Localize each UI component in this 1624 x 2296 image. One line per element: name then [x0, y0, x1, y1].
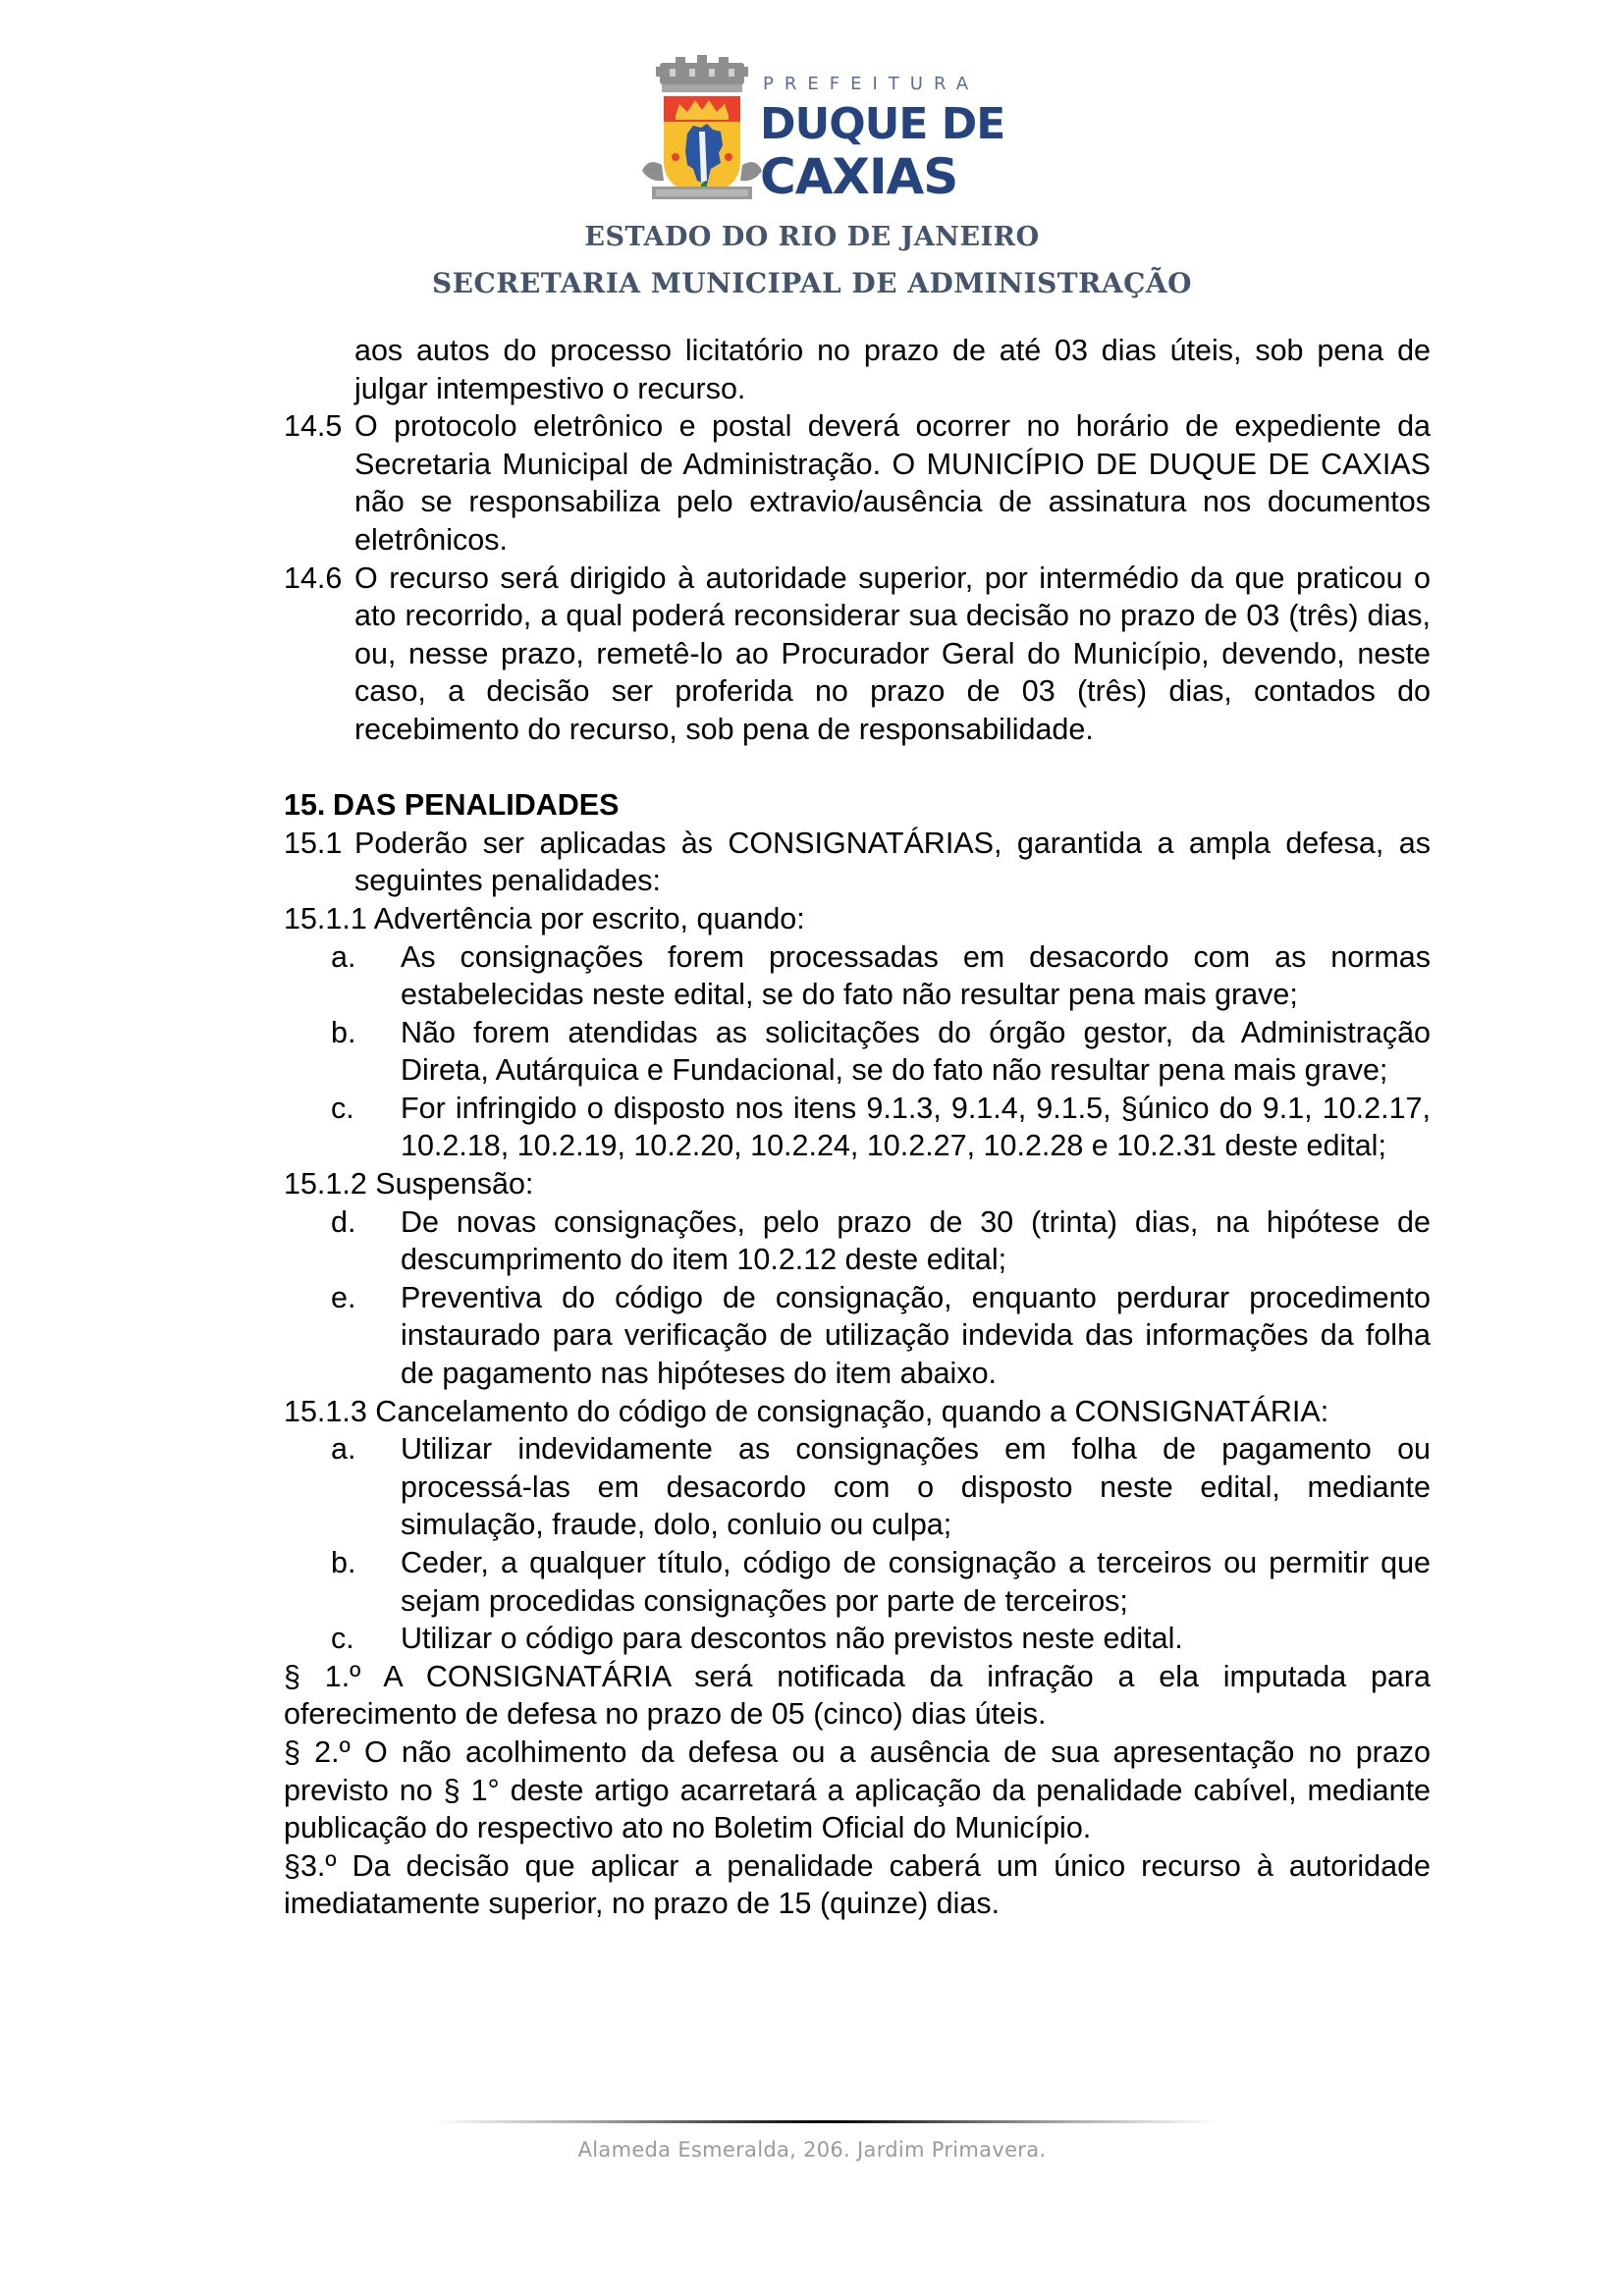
paragraph-mark: § 1.º	[284, 1659, 361, 1693]
list-label: e.	[331, 1280, 356, 1314]
list-item	[284, 938, 1431, 1014]
item-number: 14.5	[284, 409, 343, 444]
list-item	[284, 1430, 1431, 1544]
item-14-5	[284, 407, 1431, 559]
list-text: Não forem atendidas as solicitações do órgão gestor, da Administração Direta, Autárquica e Fundacional, se do fato não resultar pena mais grave;	[401, 1015, 1431, 1088]
list-text: Preventiva do código de consignação, enquanto perdurar procedimento instaurado para verificação de utilização indevida das informações da folha de pagamento nas hipóteses do item abaixo.	[401, 1280, 1431, 1391]
item-15-1-1	[284, 900, 1431, 938]
logo-duque-de: DUQUE DE	[760, 99, 1005, 149]
section-title: DAS PENALIDADES	[333, 788, 620, 823]
section-number: 15.	[284, 788, 326, 823]
footer-address: Alameda Esmeralda, 206. Jardim Primavera.	[577, 2138, 1047, 2162]
paragraph-text: A CONSIGNATÁRIA será notificada da infração a ela imputada para oferecimento de defesa no prazo de 05 (cinco) dias úteis.	[284, 1659, 1432, 1732]
list-label: d.	[331, 1204, 356, 1239]
item-text: O recurso será dirigido à autoridade superior, por intermédio da que praticou o ato recorrido, a qual poderá reconsiderar sua decisão no prazo de 03 (três) dias, ou, nesse prazo, remetê-lo ao Procurador Geral do Município, devendo, neste caso, a decisão ser proferida no prazo de 03 (três) dias, contados do recebimento do recurso, sob pena de responsabilidade.	[354, 561, 1431, 746]
item-14-6	[284, 560, 1431, 749]
paragraph-2	[284, 1734, 1431, 1847]
list-item	[284, 1203, 1431, 1279]
list-item	[284, 1014, 1431, 1090]
list-text: Utilizar indevidamente as consignações em folha de pagamento ou processá-las em desacordo com o disposto neste edital, mediante simulação, fraude, dolo, conluio ou culpa;	[401, 1432, 1431, 1542]
spacer	[284, 749, 1431, 787]
list-text: Ceder, a qualquer título, código de consignação a terceiros ou permitir que sejam procedidas consignações por parte de terceiros;	[401, 1546, 1431, 1618]
list-item	[284, 1620, 1431, 1658]
header-state: ESTADO DO RIO DE JANEIRO	[584, 222, 1040, 252]
item-text: O protocolo eletrônico e postal deverá ocorrer no horário de expediente da Secretaria Municipal de Administração. O MUNICÍPIO DE DUQUE DE CAXIAS não se responsabiliza pelo extravio/ausência de assinatura nos documentos eletrônicos.	[354, 409, 1431, 557]
list-item	[284, 1544, 1431, 1620]
item-text: Cancelamento do código de consignação, quando a CONSIGNATÁRIA:	[375, 1394, 1329, 1428]
list-label: a.	[331, 1432, 356, 1467]
footer-divider	[432, 2120, 1218, 2123]
paragraph-3	[284, 1847, 1431, 1923]
item-15-1	[284, 825, 1431, 900]
list-item	[284, 1279, 1431, 1393]
item-text: Poderão ser aplicadas às CONSIGNATÁRIAS, garantida a ampla defesa, as seguintes penalidades:	[354, 826, 1431, 898]
item-text: Advertência por escrito, quando:	[373, 901, 805, 935]
list-item	[284, 1090, 1431, 1165]
logo-prefeitura: PREFEITURA	[763, 74, 980, 94]
paragraph-mark: §3.º	[284, 1848, 337, 1883]
item-number: 15.1.1	[284, 901, 367, 935]
paragraph-mark: § 2.º	[284, 1735, 351, 1769]
prefeitura-logo	[638, 51, 1011, 208]
list-label: a.	[331, 939, 356, 974]
list-label: b.	[331, 1015, 356, 1049]
header-secretariat: SECRETARIA MUNICIPAL DE ADMINISTRAÇÃO	[431, 267, 1193, 299]
list-text: For infringido o disposto nos itens 9.1.3, 9.1.4, 9.1.5, §único do 9.1, 10.2.17, 10.2.18, 10.2.19, 10.2.20, 10.2.24, 10.2.27, 10.2.28 e 10.2.31 deste edital;	[401, 1091, 1431, 1163]
list-label: c.	[331, 1091, 354, 1125]
list-text: De novas consignações, pelo prazo de 30 (trinta) dias, na hipótese de descumprimento do item 10.2.12 deste edital;	[401, 1204, 1431, 1277]
document-body	[284, 332, 1431, 1923]
logo-caxias: CAXIAS	[760, 148, 958, 205]
list-label: b.	[331, 1546, 356, 1579]
section-heading	[284, 786, 1431, 825]
item-number: 15.1.2	[284, 1167, 367, 1201]
item-number: 15.1	[284, 826, 343, 860]
paragraph-text: O não acolhimento da defesa ou a ausência de sua apresentação no prazo previsto no § 1° deste artigo acarretará a aplicação da penalidade cabível, mediante publicação do respectivo ato no Boletim Oficial do Município.	[284, 1735, 1432, 1845]
paragraph-1	[284, 1658, 1431, 1734]
continuation-paragraph: aos autos do processo licitatório no prazo de até 03 dias úteis, sob pena de julgar intempestivo o recurso.	[354, 334, 1431, 405]
logo-wordmark	[760, 51, 1011, 208]
item-number: 15.1.3	[284, 1394, 367, 1428]
paragraph-text: Da decisão que aplicar a penalidade caberá um único recurso à autoridade imediatamente superior, no prazo de 15 (quinze) dias.	[284, 1848, 1431, 1921]
list-text: As consignações forem processadas em desacordo com as normas estabelecidas neste edital, se do fato não resultar pena mais grave;	[401, 939, 1431, 1012]
list-label: c.	[331, 1622, 354, 1656]
item-number: 14.6	[284, 561, 343, 595]
item-15-1-2	[284, 1165, 1431, 1203]
item-15-1-3	[284, 1393, 1431, 1431]
list-text: Utilizar o código para descontos não previstos neste edital.	[401, 1622, 1183, 1656]
coat-of-arms-icon	[638, 55, 766, 202]
item-text: Suspensão:	[375, 1167, 534, 1201]
